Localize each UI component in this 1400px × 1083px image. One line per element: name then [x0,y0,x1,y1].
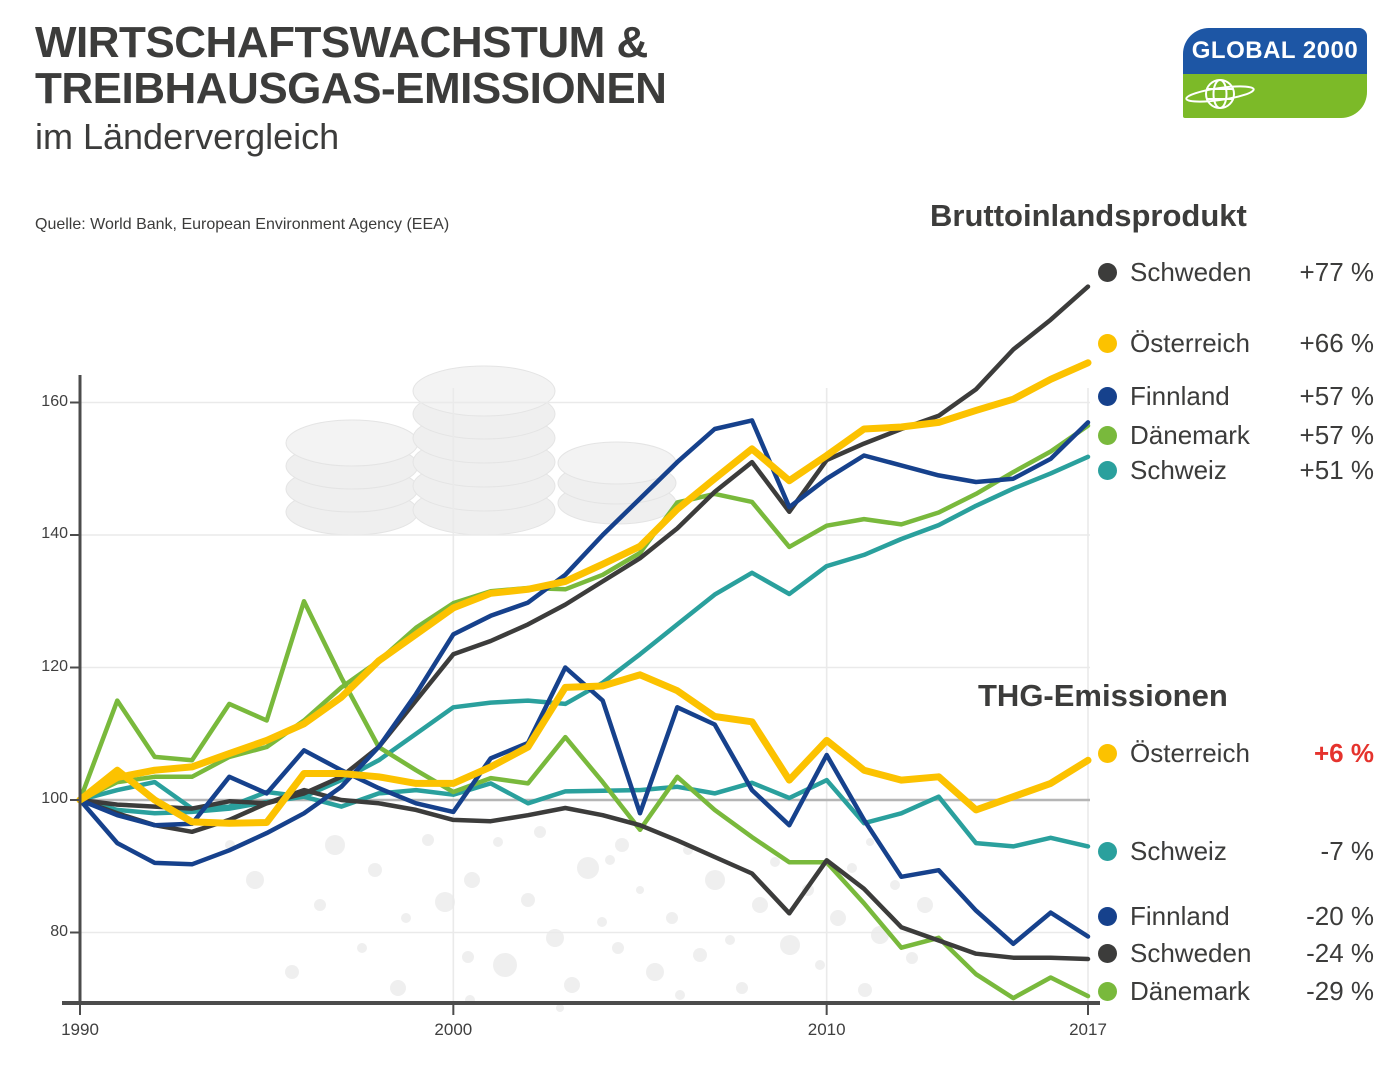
oesterreich-color-dot-icon [1098,334,1117,353]
data-lines [80,287,1088,999]
schweiz-color-dot-icon [1098,842,1117,861]
legend-value: +57 % [1299,380,1374,411]
finnland-color-dot-icon [1098,387,1117,406]
logo-blue-band [1183,28,1367,74]
legend-bip-item-schweiz [1098,455,1374,485]
legend-value: -24 % [1306,937,1374,968]
title-line1: WIRTSCHAFTSWACHSTUM & [35,18,648,67]
legend-value: +57 % [1299,419,1374,450]
source-note: Quelle: World Bank, European Environment Agency (EEA) [35,216,450,233]
y-tick-160: 160 [41,392,68,410]
legend-label: Österreich [1130,327,1250,358]
y-tick-120: 120 [41,657,68,675]
page-title [35,20,666,112]
global2000-logo [1183,28,1367,118]
x-tick-1990: 1990 [61,1020,99,1039]
legend-value: -7 % [1320,835,1374,866]
legend-bip-item-schweden [1098,257,1374,287]
daenemark-color-dot-icon [1098,982,1117,1001]
logo-green-band [1183,74,1367,118]
legend-label: Finnland [1130,380,1230,411]
schweiz-color-dot-icon [1098,461,1117,480]
schweden-color-dot-icon [1098,944,1117,963]
schweden-color-dot-icon [1098,263,1117,282]
x-tick-2010: 2010 [807,1020,846,1039]
coin-stack-watermark [286,366,676,535]
bip-legend-title: Bruttoinlandsprodukt [930,198,1247,233]
legend-label: Finnland [1130,900,1230,931]
legend-bip-item-daenemark [1098,420,1374,450]
globe-icon [1183,74,1257,114]
oesterreich-color-dot-icon [1098,744,1117,763]
daenemark-color-dot-icon [1098,426,1117,445]
legend-bip-item-finnland [1098,381,1374,411]
legend-value: -29 % [1306,975,1374,1006]
legend-value: +6 % [1314,737,1374,768]
legend-value: +77 % [1299,256,1374,287]
title-line2: TREIBHAUSGAS-EMISSIONEN [35,64,667,113]
legend-thg-item-finnland [1098,901,1374,931]
legend-thg-item-schweiz [1098,836,1374,866]
legend-label: Schweiz [1130,454,1227,485]
legend-thg-item-daenemark [1098,976,1374,1006]
legend-label: Dänemark [1130,419,1250,450]
legend-label: Schweiz [1130,835,1227,866]
legend-value: -20 % [1306,900,1374,931]
y-tick-100: 100 [41,790,68,807]
logo-text: GLOBAL 2000 [1191,37,1359,64]
legend-value: +51 % [1299,454,1374,485]
legend-label: Dänemark [1130,975,1250,1006]
x-tick-2000: 2000 [434,1020,473,1039]
finnland-color-dot-icon [1098,907,1117,926]
legend-thg-item-oesterreich [1098,738,1374,768]
y-tick-80: 80 [50,922,68,940]
page-subtitle: im Ländervergleich [35,116,340,157]
y-tick-140: 140 [41,525,68,542]
legend-label: Schweden [1130,937,1252,968]
legend-thg-item-schweden [1098,938,1374,968]
thg-legend-title: THG-Emissionen [978,678,1228,713]
legend-bip-item-oesterreich [1098,328,1374,358]
legend-label: Österreich [1130,737,1250,768]
legend-label: Schweden [1130,256,1252,287]
x-tick-2017: 2017 [1069,1020,1107,1039]
legend-value: +66 % [1299,327,1374,358]
